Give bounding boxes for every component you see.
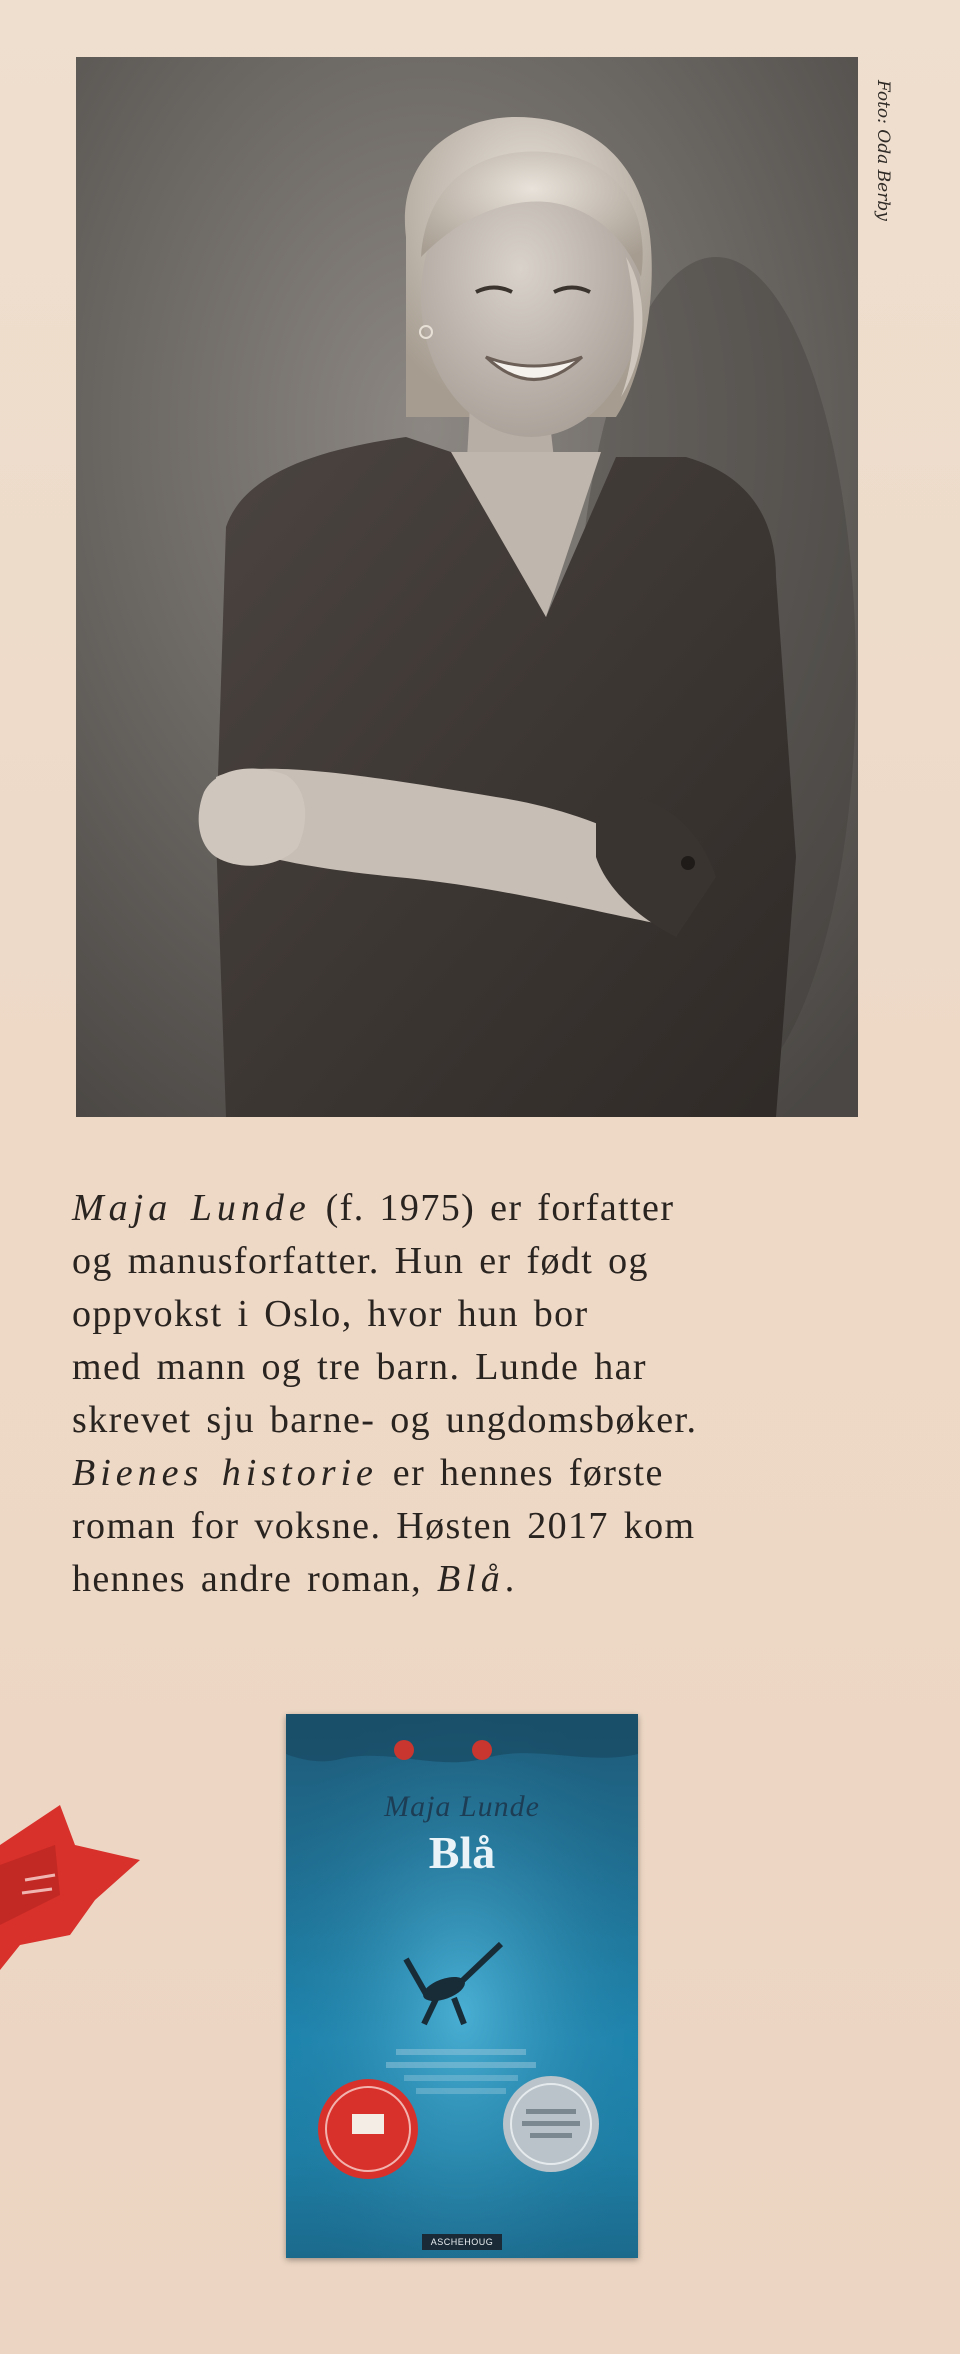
- red-ribbon-decoration: [0, 1805, 150, 1985]
- bio-text: med mann og tre barn. Lunde har: [72, 1346, 647, 1388]
- bio-text: (f. 1975) er forfatter: [310, 1187, 675, 1229]
- bio-text: og manusforfatter. Hun er født og: [72, 1240, 649, 1282]
- bio-italic-text: Bienes historie: [72, 1452, 378, 1494]
- bio-italic-text: Maja Lunde: [72, 1187, 311, 1229]
- bio-line: [72, 1394, 862, 1447]
- bio-text: oppvokst i Oslo, hvor hun bor: [72, 1293, 589, 1335]
- book-cover-bla: [286, 1714, 638, 2258]
- bio-line: [72, 1182, 862, 1235]
- bio-text: .: [504, 1558, 516, 1600]
- bio-text: skrevet sju barne- og ungdomsbøker.: [72, 1399, 698, 1441]
- bio-line: [72, 1447, 862, 1500]
- author-portrait-illustration: [76, 57, 858, 1117]
- bio-line: [72, 1553, 862, 1606]
- photo-credit: Foto: Oda Berby: [873, 80, 893, 221]
- book-cover-title: Blå: [428, 1827, 496, 1878]
- bio-line: [72, 1341, 862, 1394]
- bio-line: [72, 1288, 862, 1341]
- bio-text: roman for voksne. Høsten 2017 kom: [72, 1505, 696, 1547]
- author-photo: [76, 57, 858, 1117]
- bio-italic-text: Blå: [437, 1558, 505, 1600]
- bio-text: hennes andre roman,: [72, 1558, 437, 1600]
- bio-line: [72, 1235, 862, 1288]
- bio-text: er hennes første: [377, 1452, 664, 1494]
- bio-line: [72, 1500, 862, 1553]
- author-bio: [72, 1182, 862, 1606]
- book-cover-publisher: ASCHEHOUG: [422, 2234, 502, 2250]
- book-cover-author: Maja Lunde: [384, 1790, 540, 1823]
